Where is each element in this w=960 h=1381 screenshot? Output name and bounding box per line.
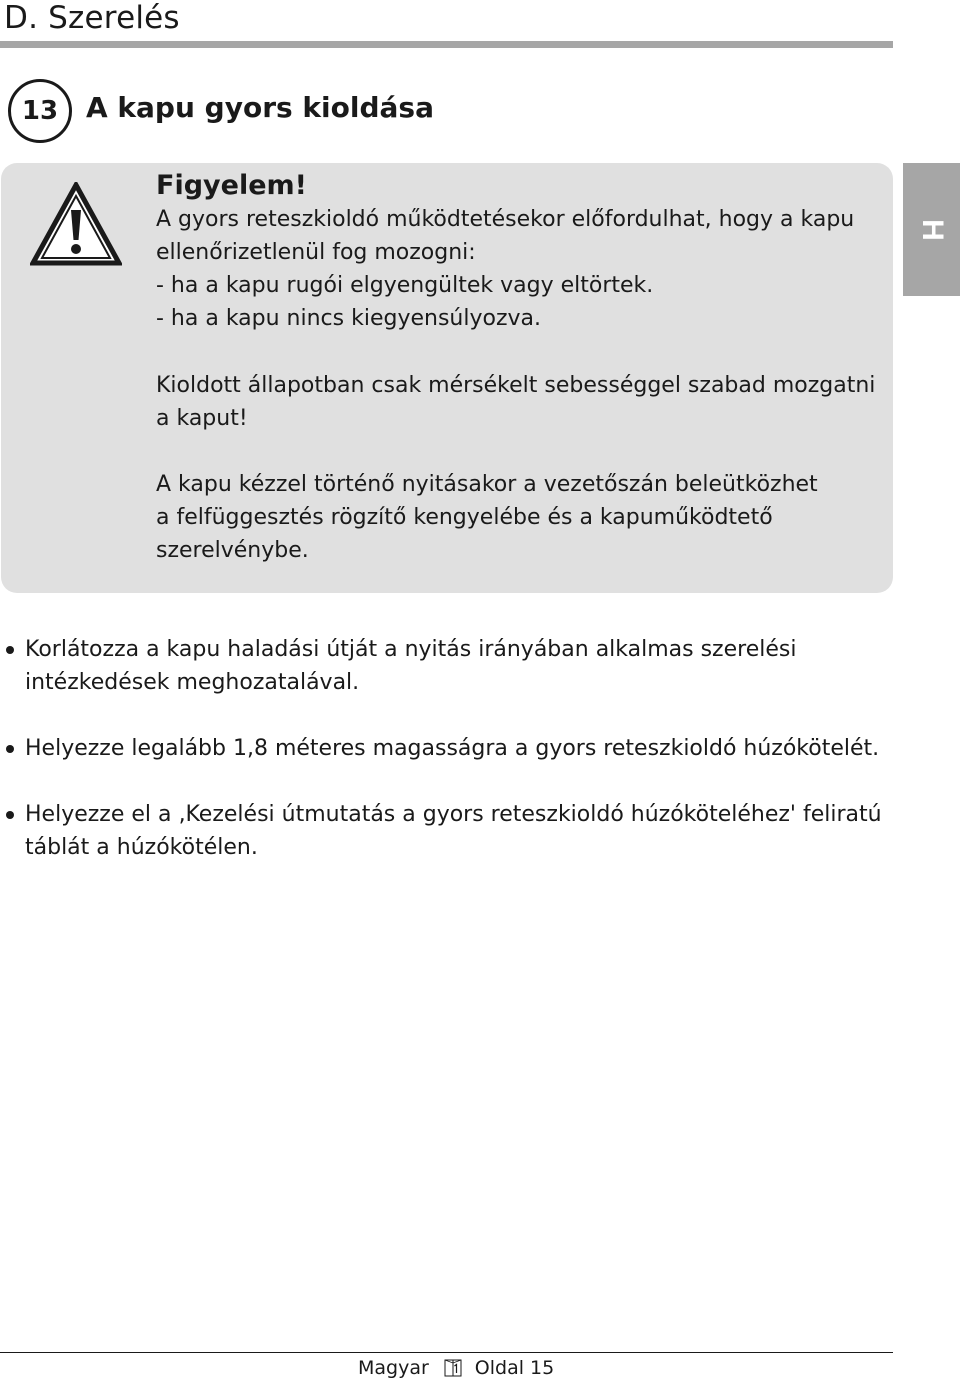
language-side-tab bbox=[903, 163, 960, 296]
step-number: 13 bbox=[21, 96, 59, 126]
side-tab-label: H bbox=[915, 218, 949, 241]
list-item bbox=[0, 633, 900, 699]
bullet-icon bbox=[6, 811, 14, 819]
bullet-icon bbox=[6, 646, 14, 654]
warning-line: ellenőrizetlenül fog mozogni: bbox=[156, 240, 476, 265]
warning-paragraph-line: a kaput! bbox=[156, 406, 248, 431]
warning-paragraph-line: Kioldott állapotban csak mérsékelt sebességgel szabad mozgatni bbox=[156, 373, 876, 398]
list-item bbox=[0, 732, 900, 765]
warning-triangle-icon bbox=[30, 182, 122, 266]
warning-heading: Figyelem! bbox=[156, 170, 307, 201]
list-item bbox=[0, 798, 900, 864]
footer-language: Magyar bbox=[358, 1357, 429, 1379]
warning-paragraph-line: A kapu kézzel történő nyitásakor a vezetőszán beleütközhet bbox=[156, 472, 818, 497]
list-item-line: Helyezze legalább 1,8 méteres magasságra a gyors reteszkioldó húzókötelét. bbox=[25, 736, 880, 761]
section-title: D. Szerelés bbox=[4, 0, 180, 36]
step-number-badge bbox=[8, 79, 72, 143]
header-rule bbox=[0, 41, 893, 48]
footer-page-number: Oldal 15 bbox=[474, 1357, 555, 1379]
warning-paragraph-line: a felfüggesztés rögzítő kengyelébe és a kapuműködtető bbox=[156, 505, 773, 530]
page-footer bbox=[358, 1355, 554, 1381]
list-item-line: táblát a húzókötélen. bbox=[25, 835, 258, 860]
footer-rule bbox=[0, 1352, 893, 1353]
bullet-icon bbox=[6, 745, 14, 753]
warning-line: - ha a kapu nincs kiegyensúlyozva. bbox=[156, 306, 541, 331]
list-item-line: Helyezze el a ‚Kezelési útmutatás a gyors reteszkioldó húzóköteléhez' feliratú bbox=[25, 802, 882, 827]
warning-line: A gyors reteszkioldó működtetésekor előfordulhat, hogy a kapu bbox=[156, 207, 855, 232]
list-item-line: intézkedések meghozatalával. bbox=[25, 670, 360, 695]
step-title: A kapu gyors kioldása bbox=[86, 91, 434, 124]
instruction-list bbox=[0, 633, 900, 897]
list-item-line: Korlátozza a kapu haladási útját a nyitás irányában alkalmas szerelési bbox=[25, 637, 797, 662]
warning-paragraph-line: szerelvénybe. bbox=[156, 538, 309, 563]
warning-line: - ha a kapu rugói elgyengültek vagy eltörtek. bbox=[156, 273, 654, 298]
book-icon bbox=[443, 1358, 463, 1378]
